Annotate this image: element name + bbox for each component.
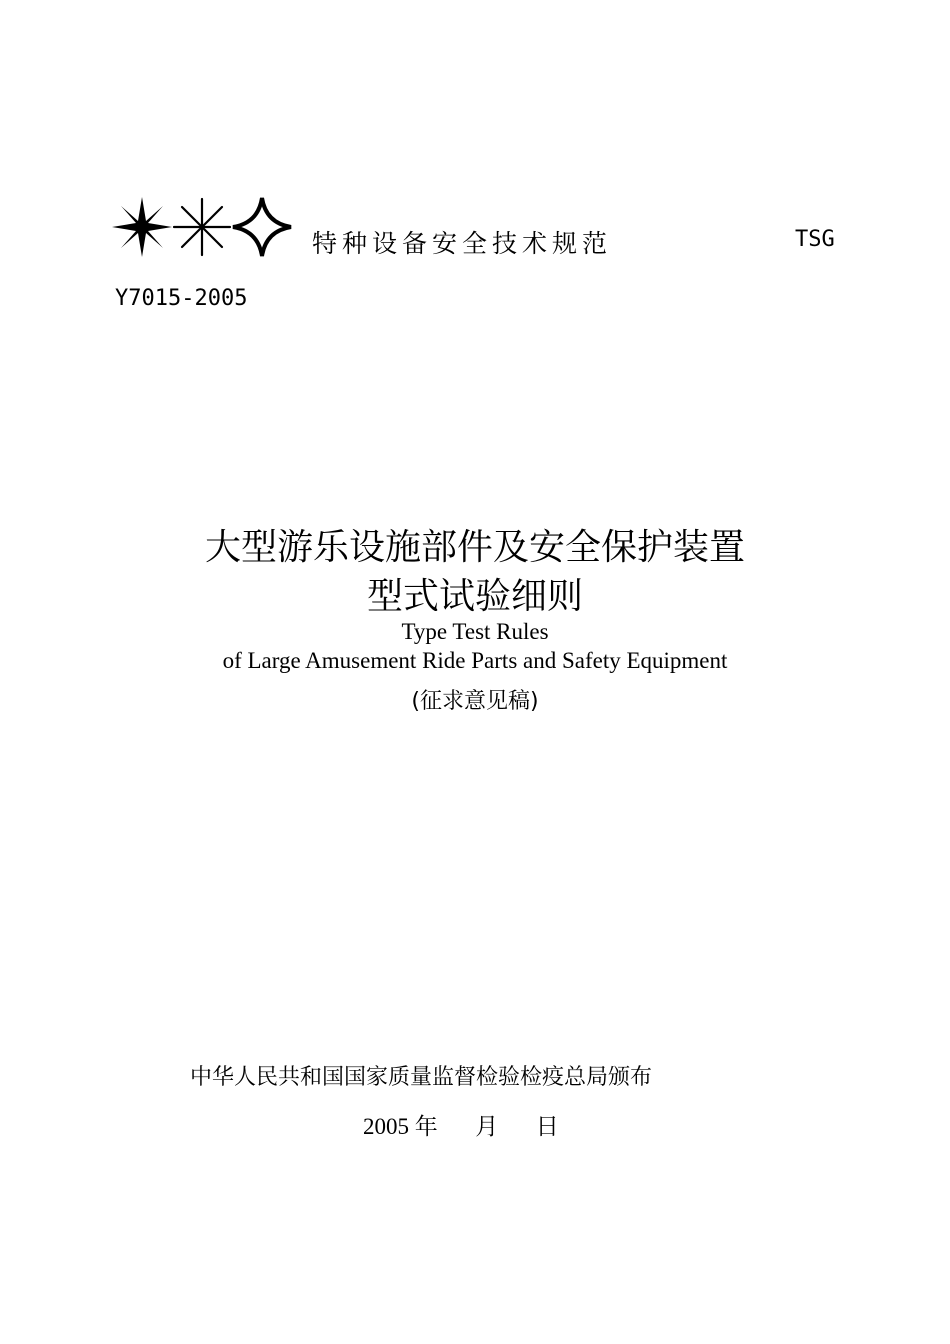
english-title-line2: of Large Amusement Ride Parts and Safety Equipment bbox=[222, 648, 728, 673]
spec-code-number: Y7015-2005 bbox=[115, 286, 248, 311]
issue-date bbox=[363, 1108, 559, 1141]
issuing-authority: 中华人民共和国国家质量监督检验检疫总局颁布 bbox=[190, 1065, 653, 1090]
issue-year: 2005 bbox=[363, 1114, 409, 1139]
month-unit: 月 bbox=[475, 1114, 499, 1139]
spec-code-prefix: TSG bbox=[795, 227, 835, 252]
draft-note: (征求意见稿) bbox=[411, 689, 539, 714]
document-title-line1: 大型游乐设施部件及安全保护装置 bbox=[204, 527, 745, 568]
year-unit: 年 bbox=[414, 1114, 438, 1139]
four-point-star-icon bbox=[233, 198, 291, 256]
english-title-line1: Type Test Rules bbox=[401, 619, 549, 644]
document-title-line2: 型式试验细则 bbox=[366, 576, 583, 617]
asterisk-star-icon bbox=[174, 199, 230, 255]
eight-point-star-icon bbox=[112, 197, 172, 257]
spec-category: 特种设备安全技术规范 bbox=[312, 229, 613, 258]
day-unit: 日 bbox=[535, 1114, 559, 1139]
header-symbols bbox=[112, 194, 294, 260]
